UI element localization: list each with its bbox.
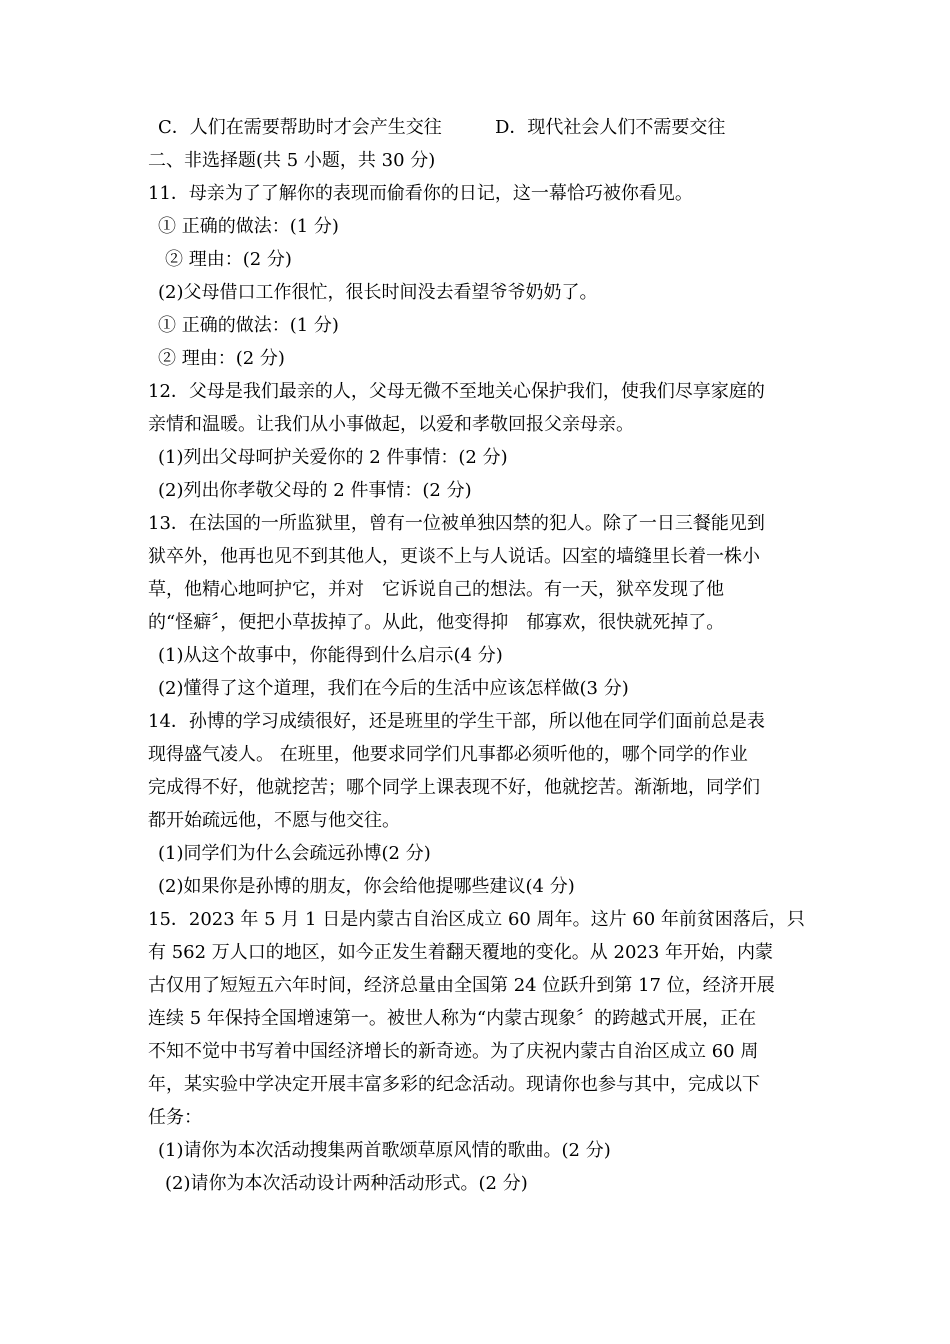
q14-stem-line4: 都开始疏远他，不愿与他交往。 [148, 810, 400, 831]
q13-stem-line4: 的“怪癖〞，便把小草拔掉了。从此，他变得抑 郁寡欢，很快就死掉了。 [148, 612, 725, 633]
q11-part2-b: ② 理由：(2 分) [158, 348, 285, 369]
q11-part1-b: ② 理由：(2 分) [165, 249, 292, 270]
q12-stem-line2: 亲情和温暖。让我们从小事做起，以爱和孝敬回报父亲母亲。 [148, 414, 634, 435]
q15-stem-line4: 连续 5 年保持全国增速第一。被世人称为“内蒙古现象〞的跨越式开展，正在 [148, 1008, 757, 1029]
q11-part2: (2)父母借口工作很忙，很长时间没去看望爷爷奶奶了。 [158, 282, 598, 303]
q12-part1: (1)列出父母呵护关爱你的 2 件事情：(2 分) [158, 447, 508, 468]
q15-stem-line5: 不知不觉中书写着中国经济增长的新奇迹。为了庆祝内蒙古自治区成立 60 周 [148, 1041, 759, 1062]
q14-stem-line3: 完成得不好，他就挖苦；哪个同学上课表现不好，他就挖苦。渐渐地，同学们 [148, 777, 760, 798]
q15-part2: (2)请你为本次活动设计两种活动形式。(2 分) [165, 1173, 528, 1194]
q13-part1: (1)从这个故事中，你能得到什么启示(4 分) [158, 645, 503, 666]
q14-part1: (1)同学们为什么会疏远孙博(2 分) [158, 843, 431, 864]
option-d: D．现代社会人们不需要交往 [495, 117, 726, 138]
q15-stem-line1: 15．2023 年 5 月 1 日是内蒙古自治区成立 60 周年。这片 60 年前贫困落后，只 [148, 909, 805, 930]
q12-stem-line1: 12．父母是我们最亲的人，父母无微不至地关心保护我们，使我们尽享家庭的 [148, 381, 765, 402]
q11-part1-a: ① 正确的做法：(1 分) [158, 216, 339, 237]
q14-stem-line1: 14．孙博的学习成绩很好，还是班里的学生干部，所以他在同学们面前总是表 [148, 711, 765, 732]
q15-stem-line2: 有 562 万人口的地区，如今正发生着翻天覆地的变化。从 2023 年开始，内蒙 [148, 942, 774, 963]
q11-stem: 11．母亲为了了解你的表现而偷看你的日记，这一幕恰巧被你看见。 [148, 183, 693, 204]
option-c: C．人们在需要帮助时才会产生交往 [158, 117, 442, 138]
q15-part1: (1)请你为本次活动搜集两首歌颂草原风情的歌曲。(2 分) [158, 1140, 611, 1161]
q15-stem-line6: 年，某实验中学决定开展丰富多彩的纪念活动。现请你也参与其中，完成以下 [148, 1074, 760, 1095]
q11-part2-a: ① 正确的做法：(1 分) [158, 315, 339, 336]
q13-stem-line3: 草，他精心地呵护它，并对 它诉说自己的想法。有一天，狱卒发现了他 [148, 579, 724, 600]
q13-part2: (2)懂得了这个道理，我们在今后的生活中应该怎样做(3 分) [158, 678, 629, 699]
q12-part2: (2)列出你孝敬父母的 2 件事情：(2 分) [158, 480, 472, 501]
q13-stem-line2: 狱卒外，他再也见不到其他人，更谈不上与人说话。囚室的墙缝里长着一株小 [148, 546, 760, 567]
q14-part2: (2)如果你是孙博的朋友，你会给他提哪些建议(4 分) [158, 876, 575, 897]
q14-stem-line2: 现得盛气凌人。 在班里，他要求同学们凡事都必须听他的，哪个同学的作业 [148, 744, 748, 765]
q13-stem-line1: 13．在法国的一所监狱里，曾有一位被单独囚禁的犯人。除了一日三餐能见到 [148, 513, 765, 534]
q15-stem-line7: 任务： [148, 1107, 202, 1128]
q15-stem-line3: 古仅用了短短五六年时间，经济总量由全国第 24 位跃升到第 17 位，经济开展 [148, 975, 775, 996]
section-title: 二、非选择题(共 5 小题，共 30 分) [148, 150, 436, 171]
